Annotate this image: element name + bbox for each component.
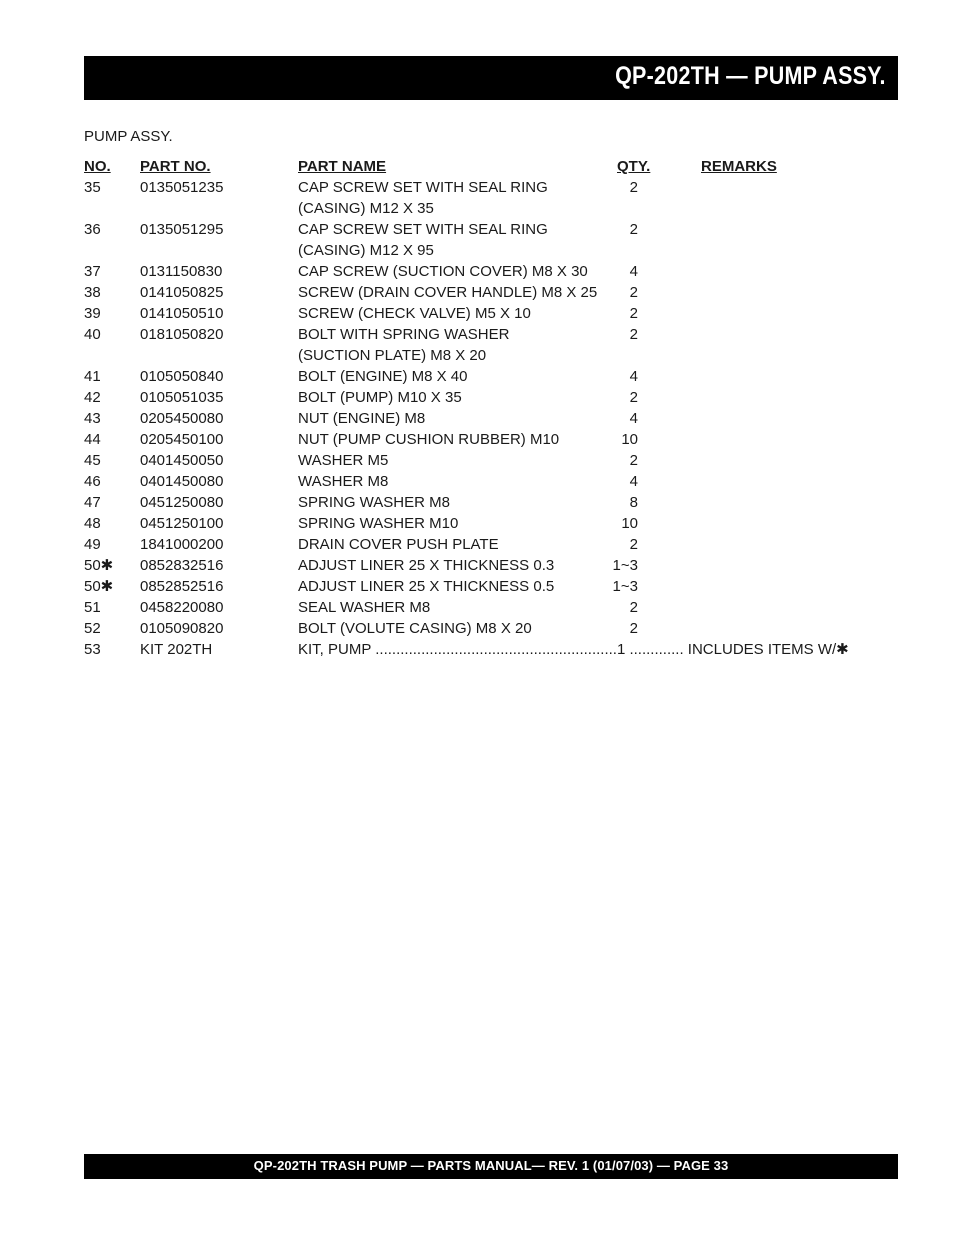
part-name: NUT (PUMP CUSHION RUBBER) M10 [298,431,560,448]
column-header-part-name: PART NAME [298,158,387,175]
part-qty: 2 [629,179,638,196]
part-name: BOLT (VOLUTE CASING) M8 X 20 [298,620,532,637]
part-number: 0105090820 [140,620,224,637]
table-row [84,597,884,618]
table-row [84,261,884,282]
section-label: PUMP ASSY. [84,128,173,145]
part-item-no: 45 [84,452,101,469]
part-qty: 1~3 [612,578,638,595]
part-name: WASHER M8 [298,473,389,490]
part-item-no: 36 [84,221,101,238]
part-number: 0852832516 [140,557,224,574]
footer-bar [84,1154,898,1179]
part-qty: 2 [629,599,638,616]
part-name: SPRING WASHER M8 [298,494,450,511]
footer-text: QP-202TH TRASH PUMP — PARTS MANUAL— REV. 1 (01/07/03) — PAGE 33 [253,1158,729,1173]
part-qty: 2 [629,620,638,637]
part-number: 0451250100 [140,515,224,532]
part-number: 0105051035 [140,389,224,406]
table-row [84,408,884,429]
table-row [84,513,884,534]
part-item-no: 48 [84,515,101,532]
part-number: 0401450080 [140,473,224,490]
part-item-no: 50✱ [84,578,114,595]
table-body [84,177,884,639]
kit-no: 53 [84,641,101,658]
part-item-no: 43 [84,410,101,427]
part-item-no: 38 [84,284,101,301]
part-number: 0181050820 [140,326,224,343]
part-number: 0852852516 [140,578,224,595]
part-qty: 4 [629,368,638,385]
table-row [84,534,884,555]
part-name-continued: (CASING) M12 X 95 [298,242,434,259]
part-item-no: 44 [84,431,101,448]
part-name: SCREW (CHECK VALVE) M5 X 10 [298,305,531,322]
part-name: ADJUST LINER 25 X THICKNESS 0.5 [298,578,555,595]
part-qty: 4 [629,410,638,427]
part-item-no: 41 [84,368,101,385]
part-item-no: 49 [84,536,101,553]
column-header-qty: QTY. [617,158,651,175]
page-title-bar [84,56,898,100]
part-number: 0141050510 [140,305,224,322]
table-row [84,219,884,261]
part-name: BOLT WITH SPRING WASHER [298,326,510,343]
table-row [84,387,884,408]
part-number: 0135051295 [140,221,224,238]
part-number: 0458220080 [140,599,224,616]
page-title: QP-202TH — PUMP ASSY. [615,62,886,90]
part-name: CAP SCREW (SUCTION COVER) M8 X 30 [298,263,588,280]
part-item-no: 50✱ [84,557,114,574]
part-item-no: 39 [84,305,101,322]
parts-table [84,156,884,660]
column-header-no: NO. [84,158,111,175]
part-name-continued: (CASING) M12 X 35 [298,200,434,217]
part-qty: 2 [629,452,638,469]
part-number: 0205450080 [140,410,224,427]
part-item-no: 52 [84,620,101,637]
part-number: 0401450050 [140,452,224,469]
part-name: SEAL WASHER M8 [298,599,431,616]
part-item-no: 35 [84,179,101,196]
table-row [84,177,884,219]
part-number: 0135051235 [140,179,224,196]
part-item-no: 47 [84,494,101,511]
part-name: BOLT (PUMP) M10 X 35 [298,389,462,406]
part-qty: 2 [629,221,638,238]
part-qty: 2 [629,284,638,301]
part-number: 0451250080 [140,494,224,511]
part-item-no: 42 [84,389,101,406]
part-item-no: 40 [84,326,101,343]
table-row [84,576,884,597]
part-qty: 10 [621,515,638,532]
part-name: ADJUST LINER 25 X THICKNESS 0.3 [298,557,555,574]
part-item-no: 51 [84,599,101,616]
kit-description: KIT, PUMP ..........................................................1 ............. INCLUDES ITEMS W/✱ [298,641,849,658]
part-qty: 1~3 [612,557,638,574]
kit-part-no: KIT 202TH [140,641,213,658]
table-row [84,429,884,450]
part-item-no: 37 [84,263,101,280]
part-name: CAP SCREW SET WITH SEAL RING [298,221,548,238]
kit-row [84,639,884,660]
table-row [84,555,884,576]
table-row [84,324,884,366]
table-row [84,492,884,513]
table-row [84,282,884,303]
part-item-no: 46 [84,473,101,490]
table-row [84,471,884,492]
part-qty: 10 [621,431,638,448]
part-name: CAP SCREW SET WITH SEAL RING [298,179,548,196]
part-name: SCREW (DRAIN COVER HANDLE) M8 X 25 [298,284,598,301]
part-qty: 2 [629,305,638,322]
table-row [84,303,884,324]
part-qty: 4 [629,263,638,280]
part-qty: 8 [629,494,638,511]
part-number: 0105050840 [140,368,224,385]
table-header-row [84,156,884,177]
part-qty: 2 [629,536,638,553]
column-header-part-no: PART NO. [140,158,211,175]
part-name: BOLT (ENGINE) M8 X 40 [298,368,468,385]
part-name-continued: (SUCTION PLATE) M8 X 20 [298,347,487,364]
column-header-remarks: REMARKS [701,158,777,175]
part-number: 0131150830 [140,263,223,280]
part-number: 1841000200 [140,536,224,553]
part-qty: 2 [629,326,638,343]
part-qty: 4 [629,473,638,490]
part-qty: 2 [629,389,638,406]
part-name: NUT (ENGINE) M8 [298,410,426,427]
part-number: 0141050825 [140,284,224,301]
part-number: 0205450100 [140,431,224,448]
part-name: SPRING WASHER M10 [298,515,459,532]
table-row [84,618,884,639]
part-name: WASHER M5 [298,452,389,469]
table-row [84,450,884,471]
table-row [84,366,884,387]
part-name: DRAIN COVER PUSH PLATE [298,536,499,553]
